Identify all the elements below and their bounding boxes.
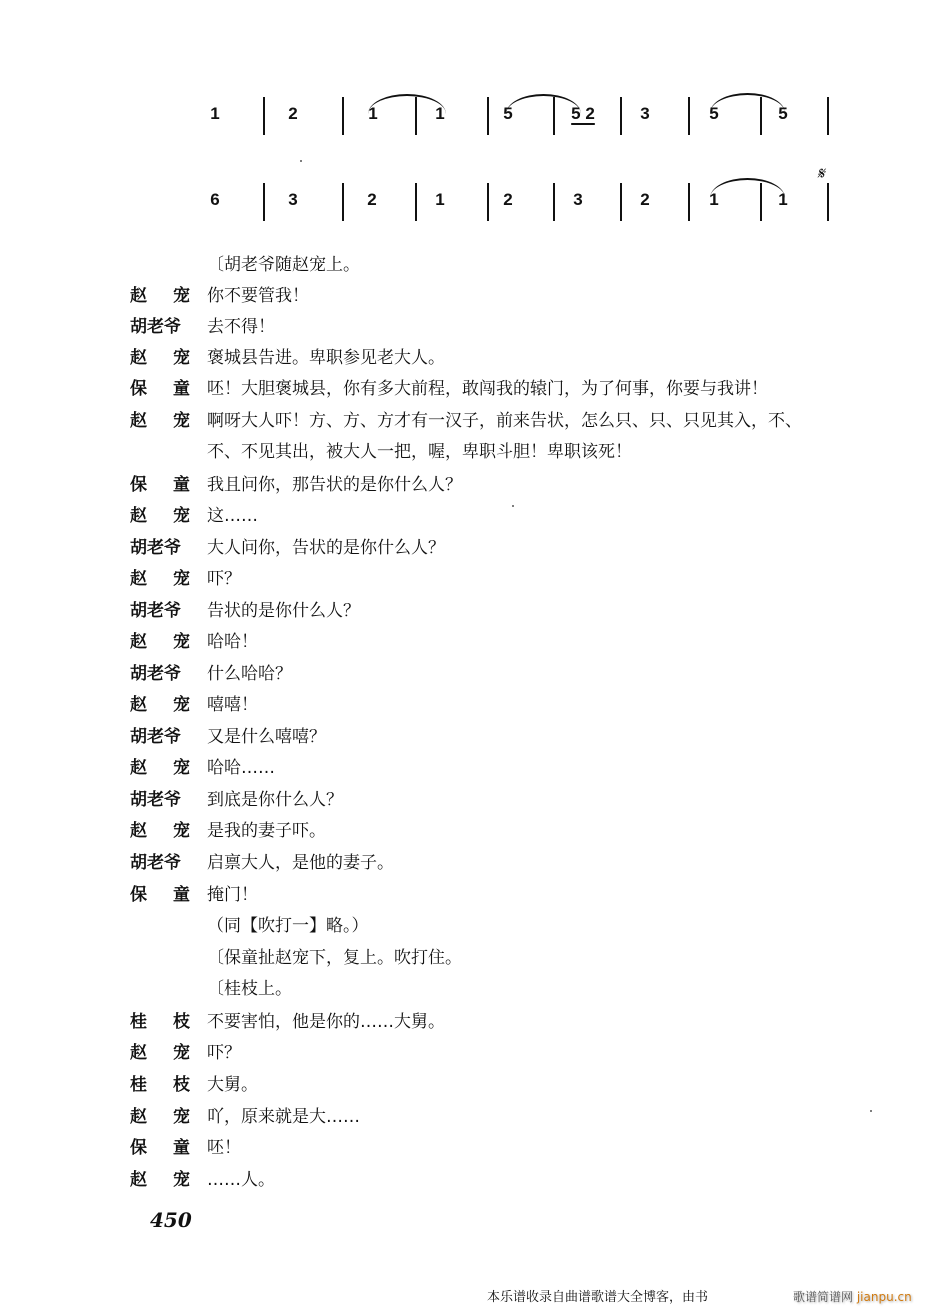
dialogue-line [0,848,940,878]
dialogue-continuation [0,437,940,467]
dialogue-line [0,659,940,689]
dialogue-line [0,880,940,910]
stage-text: 〔胡老爷随赵宠上。 [207,255,360,275]
note: 5 [778,104,788,123]
speech-text: 是我的妻子吓。 [207,821,326,841]
note: 1 [210,104,220,123]
speaker-hu-laoye: 胡老爷 [130,727,181,747]
note: 1 [778,190,788,209]
dialogue-line [0,1102,940,1132]
speech-text: 吓？ [207,569,241,589]
speech-text: 呸！大胆褒城县，你有多大前程，敢闯我的辕门，为了何事，你要与我讲！ [207,379,768,399]
speaker-zhao-chong: 赵 宠 [130,821,190,841]
speaker-hu-laoye: 胡老爷 [130,317,181,337]
dialogue-line [0,533,940,563]
speaker-gui-zhi: 桂 枝 [130,1075,190,1095]
stage-direction [0,943,940,973]
bar-line [487,97,489,135]
dialogue-line [0,1165,940,1195]
speech-text: 到底是你什么人？ [207,790,343,810]
speaker-hu-laoye: 胡老爷 [130,853,181,873]
speech-text: 呸！ [207,1138,241,1158]
speaker-hu-laoye: 胡老爷 [130,790,181,810]
note: 2 [640,190,650,209]
score-row-1 [0,104,940,154]
segno-icon: 𝄋 [817,164,825,184]
page-number: 450 [150,1208,192,1232]
stage-text: （同【吹打一】略。） [207,916,369,936]
speaker-zhao-chong: 赵 宠 [130,695,190,715]
stage-text: 〔桂枝上。 [207,979,292,999]
note: 3 [640,104,650,123]
dialogue-line [0,753,940,783]
speech-text: 嘻嘻！ [207,695,258,715]
scan-speck [300,160,302,162]
bar-line [827,183,829,221]
scan-speck [870,1110,872,1112]
note: 3 [573,190,583,209]
note-group-underlined [571,104,595,124]
speech-text: 大舅。 [207,1075,258,1095]
speech-text: 褒城县告进。卑职参见老大人。 [207,348,445,368]
speech-text: 掩门！ [207,885,258,905]
speaker-zhao-chong: 赵 宠 [130,632,190,652]
dialogue-line [0,596,940,626]
note: 1 [435,190,445,209]
speech-text: 不要害怕，他是你的……大舅。 [207,1012,445,1032]
bar-line [827,97,829,135]
bar-line [760,97,762,135]
bar-line [487,183,489,221]
dialogue-line [0,1070,940,1100]
bar-line [342,183,344,221]
note: 1 [435,104,445,123]
tie-slur [710,93,785,113]
bar-line [263,183,265,221]
stage-direction [0,974,940,1004]
speech-text: 哈哈…… [207,758,275,778]
tie-slur [506,94,581,114]
dialogue-line [0,1038,940,1068]
speaker-hu-laoye: 胡老爷 [130,601,181,621]
speaker-gui-zhi: 桂 枝 [130,1012,190,1032]
bar-line [553,183,555,221]
note: 1 [709,190,719,209]
watermark-domain: jianpu.cn [856,1290,912,1304]
stage-direction [0,911,940,941]
source-note: 本乐谱收录自曲谱歌谱大全博客，由书 [487,1290,709,1305]
speaker-hu-laoye: 胡老爷 [130,664,181,684]
dialogue-line [0,785,940,815]
speaker-zhao-chong: 赵 宠 [130,569,190,589]
bar-line [620,97,622,135]
bar-line [415,97,417,135]
stage-direction [0,250,940,280]
watermark-site: 歌谱简谱网 [793,1290,854,1304]
speech-text: 啊呀大人吓！方、方、方才有一汉子，前来告状，怎么只、只、只见其入，不、 [207,411,802,431]
bar-line [263,97,265,135]
speaker-zhao-chong: 赵 宠 [130,506,190,526]
speech-text: 你不要管我！ [207,286,309,306]
speech-text: 启禀大人，是他的妻子。 [207,853,394,873]
dialogue-line [0,312,940,342]
dialogue-line [0,627,940,657]
dialogue-line [0,816,940,846]
speech-text: 什么哈哈？ [207,664,292,684]
speaker-zhao-chong: 赵 宠 [130,1043,190,1063]
speech-text: 哈哈！ [207,632,258,652]
bar-line [620,183,622,221]
dialogue-line [0,1007,940,1037]
speech-text: 又是什么嘻嘻？ [207,727,326,747]
watermark [793,1288,912,1305]
dialogue-line [0,722,940,752]
speaker-bao-tong: 保 童 [130,885,190,905]
bar-line [760,183,762,221]
dialogue-line [0,1133,940,1163]
speaker-zhao-chong: 赵 宠 [130,348,190,368]
score-row-2 [0,164,940,240]
speaker-zhao-chong: 赵 宠 [130,1107,190,1127]
bar-line [688,183,690,221]
scan-speck [512,505,514,507]
note: 2 [288,104,298,123]
bar-line [415,183,417,221]
note: 2 [503,190,513,209]
speaker-bao-tong: 保 童 [130,379,190,399]
dialogue-line [0,470,940,500]
note: 2 [367,190,377,209]
speech-text: 我且问你，那告状的是你什么人？ [207,475,462,495]
dialogue-line [0,374,940,404]
note: 5 [503,104,513,123]
speaker-zhao-chong: 赵 宠 [130,1170,190,1190]
note: 3 [288,190,298,209]
note: 5 [709,104,719,123]
bar-line [342,97,344,135]
bar-line [688,97,690,135]
speech-text: 大人问你，告状的是你什么人？ [207,538,445,558]
note: 6 [210,190,220,209]
stage-text: 〔保童扯赵宠下，复上。吹打住。 [207,948,462,968]
speech-text: 去不得！ [207,317,275,337]
speech-text: ……人。 [207,1170,275,1190]
speaker-zhao-chong: 赵 宠 [130,758,190,778]
speaker-bao-tong: 保 童 [130,475,190,495]
speech-text: 告状的是你什么人？ [207,601,360,621]
dialogue-line [0,281,940,311]
speaker-zhao-chong: 赵 宠 [130,286,190,306]
speech-text: 这…… [207,506,258,526]
dialogue-line [0,406,940,436]
speaker-zhao-chong: 赵 宠 [130,411,190,431]
tie-slur [710,178,785,198]
bar-line [553,97,555,135]
note: 1 [368,104,378,123]
speaker-bao-tong: 保 童 [130,1138,190,1158]
speech-text: 不、不见其出，被大人一把，喔，卑职斗胆！卑职该死！ [207,442,632,462]
dialogue-line [0,501,940,531]
speech-text: 吓？ [207,1043,241,1063]
dialogue-line [0,564,940,594]
dialogue-line [0,343,940,373]
speech-text: 吖，原来就是大…… [207,1107,360,1127]
speaker-hu-laoye: 胡老爷 [130,538,181,558]
dialogue-line [0,690,940,720]
eighth-note-pair: 5 2 [571,104,595,123]
jianpu-score [0,0,940,240]
